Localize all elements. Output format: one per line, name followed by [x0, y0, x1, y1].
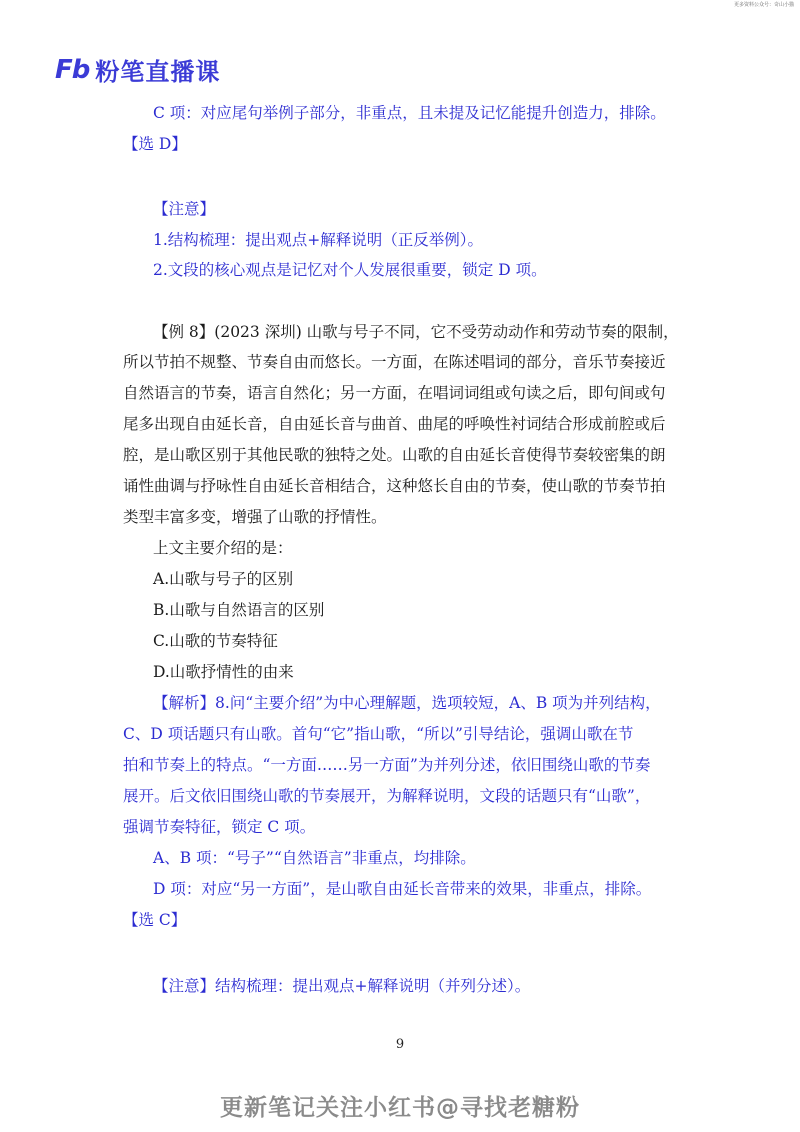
question-prompt: 上文主要介绍的是：	[153, 539, 293, 557]
corner-note: 更多资料公众号：奇山小猫	[733, 2, 794, 8]
answer: 【选 C】	[123, 911, 187, 929]
analysis-line: 【解析】8.问“主要介绍”为中心理解题，选项较短，A、B 项为并列结构，	[153, 694, 661, 712]
question-paragraph-line: 自然语言的节奏，语言自然化；另一方面，在唱词词组或句读之后，即句间或句	[123, 384, 666, 402]
question-paragraph-line: 诵性曲调与抒咏性自由延长音相结合，这种悠长自由的节奏，使山歌的节奏节拍	[123, 477, 666, 495]
question-paragraph-line: 尾多出现自由延长音，自由延长音与曲首、曲尾的呼唤性衬词结合形成前腔或后	[123, 415, 666, 433]
question-paragraph-line: 腔，是山歌区别于其他民歌的独特之处。山歌的自由延长音使得节奏较密集的朗	[123, 446, 666, 464]
brand-logo	[55, 52, 220, 87]
footer-watermark: 更新笔记关注小红书@寻找老糖粉	[220, 1095, 580, 1121]
question-paragraph-line: 【例 8】(2023 深圳) 山歌与号子不同，它不受劳动动作和劳动节奏的限制，	[153, 323, 679, 341]
fb-logo-icon: Fb	[55, 54, 90, 85]
option-c-analysis-prev: C 项：对应尾句举例子部分，非重点，且未提及记忆能提升创造力，排除。	[153, 104, 666, 122]
analysis-line: 拍和节奏上的特点。“一方面……另一方面”为并列分述，依旧围绕山歌的节奏	[123, 756, 651, 774]
option-a: A.山歌与号子的区别	[153, 570, 294, 588]
note-item-2: 2.文段的核心观点是记忆对个人发展很重要，锁定 D 项。	[153, 261, 547, 279]
question-paragraph-line: 类型丰富多变，增强了山歌的抒情性。	[123, 508, 387, 526]
analysis-line: 展开。后文依旧围绕山歌的节奏展开，为解释说明，文段的话题只有“山歌”，	[123, 787, 651, 805]
note-summary: 【注意】结构梳理：提出观点+解释说明（并列分述）。	[153, 977, 531, 995]
logo-text: 粉笔直播课	[95, 58, 221, 86]
page-number: 9	[395, 1037, 405, 1052]
question-paragraph-line: 所以节拍不规整、节奏自由而悠长。一方面，在陈述唱词的部分，音乐节奏接近	[123, 353, 666, 371]
analysis-line: C、D 项话题只有山歌。首句“它”指山歌，“所以”引导结论，强调山歌在节	[123, 725, 634, 743]
option-b: B.山歌与自然语言的区别	[153, 601, 325, 619]
analysis-line: 强调节奏特征，锁定 C 项。	[123, 818, 316, 836]
option-ab-analysis: A、B 项：“号子”“自然语言”非重点，均排除。	[153, 849, 476, 867]
note-heading: 【注意】	[153, 200, 216, 218]
note-item-1: 1.结构梳理：提出观点+解释说明（正反举例）。	[153, 231, 484, 249]
option-d: D.山歌抒情性的由来	[153, 663, 294, 681]
answer-prev: 【选 D】	[123, 135, 187, 153]
option-c: C.山歌的节奏特征	[153, 632, 278, 650]
option-d-analysis: D 项：对应“另一方面”，是山歌自由延长音带来的效果，非重点，排除。	[153, 880, 652, 898]
